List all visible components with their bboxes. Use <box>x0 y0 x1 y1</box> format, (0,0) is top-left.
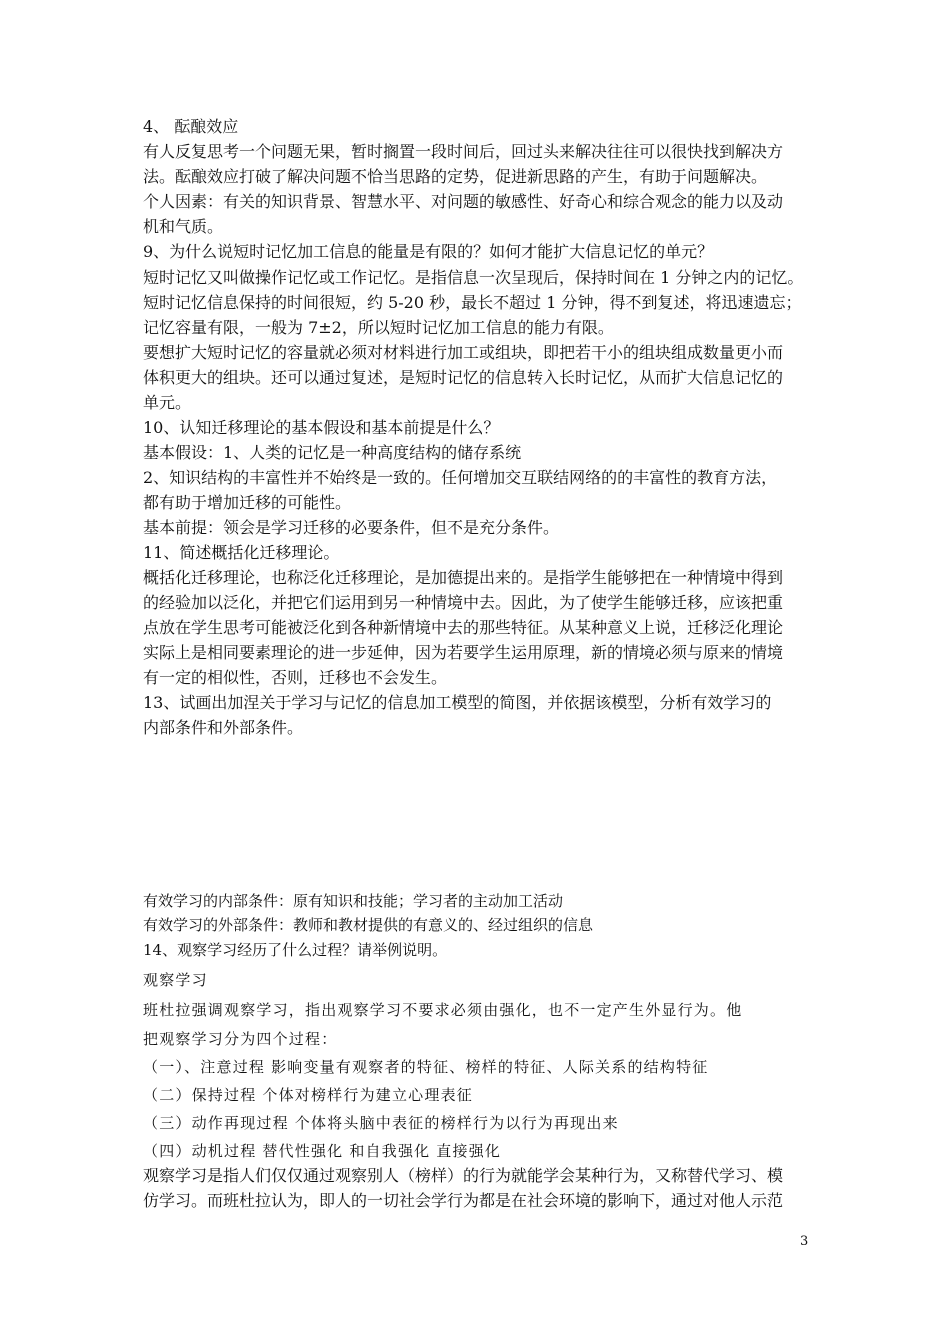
text-line: 观察学习 <box>143 971 208 989</box>
text-line: 的经验加以泛化，并把它们运用到另一种情境中去。因此，为了使学生能够迁移，应该把重 <box>143 593 784 612</box>
text-line: 观察学习是指人们仅仅通过观察别人（榜样）的行为就能学会某种行为，又称替代学习、模 <box>143 1166 784 1185</box>
text-line: 机和气质。 <box>143 217 224 236</box>
text-line: 内部条件和外部条件。 <box>143 718 304 737</box>
text-line: （二）保持过程 个体对榜样行为建立心理表征 <box>143 1086 473 1104</box>
text-line: 班杜拉强调观察学习，指出观察学习不要求必须由强化，也不一定产生外显行为。他 <box>143 1001 743 1019</box>
text-line: 体积更大的组块。还可以通过复述，是短时记忆的信息转入长时记忆，从而扩大信息记忆的 <box>143 368 784 387</box>
text-line: 记忆容量有限，一般为 7±2，所以短时记忆加工信息的能力有限。 <box>143 318 614 337</box>
text-line: 要想扩大短时记忆的容量就必须对材料进行加工或组块，即把若干小的组块组成数量更小而 <box>143 343 784 362</box>
text-line: （一）、注意过程 影响变量有观察者的特征、榜样的特征、人际关系的结构特征 <box>143 1058 709 1076</box>
text-line: 有效学习的内部条件：原有知识和技能；学习者的主动加工活动 <box>143 892 564 910</box>
text-line: 仿学习。而班杜拉认为，即人的一切社会学行为都是在社会环境的影响下，通过对他人示范 <box>143 1191 784 1210</box>
text-line: 单元。 <box>143 393 192 412</box>
text-line: （四）动机过程 替代性强化 和自我强化 直接强化 <box>143 1142 502 1160</box>
section-heading: 14、观察学习经历了什么过程？请举例说明。 <box>143 941 448 959</box>
page-number: 3 <box>800 1234 809 1249</box>
text-line: 有效学习的外部条件：教师和教材提供的有意义的、经过组织的信息 <box>143 916 594 934</box>
text-line: 有人反复思考一个问题无果，暂时搁置一段时间后，回过头来解决往往可以很快找到解决方 <box>143 142 784 161</box>
text-line: 实际上是相同要素理论的进一步延伸，因为若要学生运用原理，新的情境必须与原来的情境 <box>143 643 784 662</box>
text-line: 基本假设：1、人类的记忆是一种高度结构的储存系统 <box>143 443 522 462</box>
text-line: 短时记忆信息保持的时间很短，约 5-20 秒，最长不超过 1 分钟，得不到复述，将迅速遗忘； <box>143 293 802 312</box>
text-line: 点放在学生思考可能被泛化到各种新情境中去的那些特征。从某种意义上说，迁移泛化理论 <box>143 618 784 637</box>
text-line: 短时记忆又叫做操作记忆或工作记忆。是指信息一次呈现后，保持时间在 1 分钟之内的记忆。 <box>143 268 804 287</box>
text-line: 都有助于增加迁移的可能性。 <box>143 493 352 512</box>
section-heading: 13、试画出加涅关于学习与记忆的信息加工模型的简图，并依据该模型，分析有效学习的 <box>143 693 772 712</box>
text-line: 有一定的相似性，否则，迁移也不会发生。 <box>143 668 448 687</box>
text-line: 基本前提：领会是学习迁移的必要条件，但不是充分条件。 <box>143 518 560 537</box>
text-line: 4、 酝酿效应 <box>143 117 239 136</box>
text-line: 法。酝酿效应打破了解决问题不恰当思路的定势，促进新思路的产生，有助于问题解决。 <box>143 167 768 186</box>
section-heading: 11、简述概括化迁移理论。 <box>143 543 340 562</box>
text-line: 把观察学习分为四个过程： <box>143 1030 338 1048</box>
text-line: 个人因素：有关的知识背景、智慧水平、对问题的敏感性、好奇心和综合观念的能力以及动 <box>143 192 784 211</box>
text-line: 概括化迁移理论，也称泛化迁移理论，是加德提出来的。是指学生能够把在一种情境中得到 <box>143 568 784 587</box>
text-line: 2、知识结构的丰富性并不始终是一致的。任何增加交互联结网络的的丰富性的教育方法， <box>143 468 778 487</box>
text-line: 9、为什么说短时记忆加工信息的能量是有限的？如何才能扩大信息记忆的单元？ <box>143 242 714 261</box>
section-heading: 10、认知迁移理论的基本假设和基本前提是什么？ <box>143 418 500 437</box>
text-line: （三）动作再现过程 个体将头脑中表征的榜样行为以行为再现出来 <box>143 1114 619 1132</box>
